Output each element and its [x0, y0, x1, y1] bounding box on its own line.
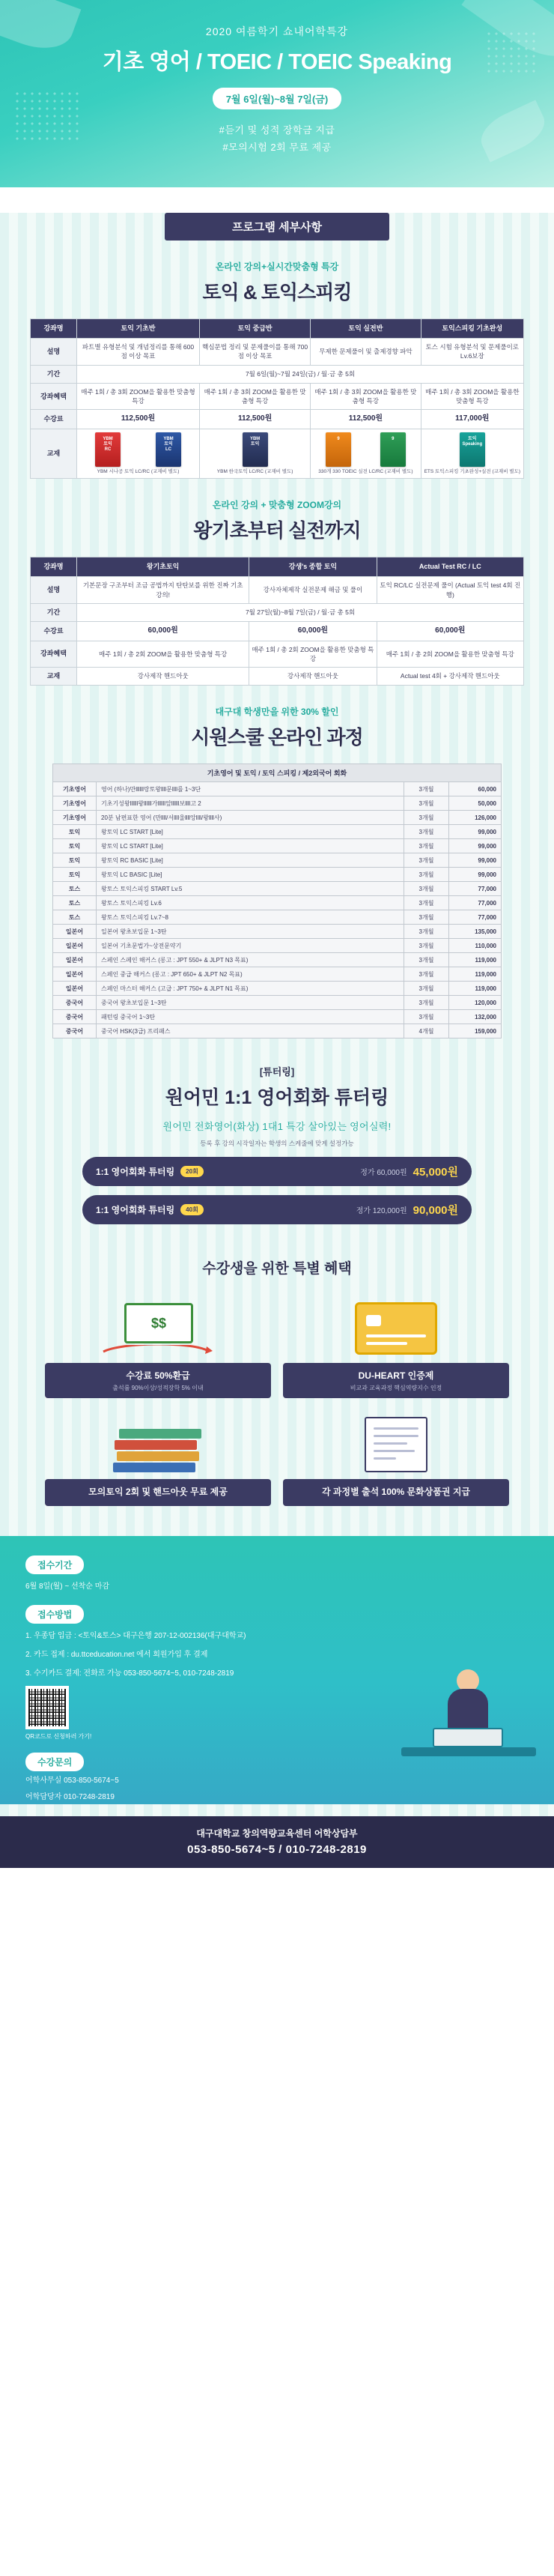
col-header: 강생's 종합 토익 [249, 557, 377, 577]
course-name: 중국어 왕초보입문 1~3탄 [97, 996, 404, 1010]
row-label: 교재 [31, 668, 77, 686]
table-cell-price: 112,500원 [311, 410, 421, 429]
col-header: 강좌명 [31, 557, 77, 577]
table-cell: 매주 1회 / 총 3회 ZOOM을 활용한 맞춤형 특강 [311, 383, 421, 410]
benefit-sub-text: 출석률 90%이상/성적장학 5% 이내 [112, 1385, 204, 1392]
apply-line-2: 2. 카드 접제 : du.ttceducation.net 에서 회원가입 후 결제 [25, 1651, 208, 1660]
benefit-art [283, 1294, 509, 1363]
course-category: 일본어 [53, 939, 97, 953]
course-category: 중국어 [53, 996, 97, 1010]
course-duration: 3개월 [404, 853, 449, 868]
refund-arrow-icon [100, 1345, 213, 1355]
footer-org: 대구대학교 창의역량교육센터 어학상담부 [196, 1828, 358, 1839]
table-row [53, 811, 502, 825]
course-name: 왕토익 LC START [Lite] [97, 825, 404, 839]
footer-info [0, 1536, 554, 1804]
course-price: 60,000 [449, 782, 502, 796]
table-cell: 7월 27일(월)~8월 7일(금) / 월·금 총 5회 [77, 603, 524, 621]
doc-line [374, 1442, 407, 1445]
table-row [31, 622, 524, 641]
course-duration: 3개월 [404, 796, 449, 811]
course-category: 중국어 [53, 1024, 97, 1038]
row-label: 수강료 [31, 622, 77, 641]
footer-phone: 053-850-5674~5 / 010-7248-2819 [187, 1843, 367, 1857]
document-icon [365, 1417, 427, 1472]
course-duration: 3개월 [404, 996, 449, 1010]
course-duration: 3개월 [404, 910, 449, 925]
course-category: 토스 [53, 896, 97, 910]
course-name: 왕토익 RC BASIC [Lite] [97, 853, 404, 868]
table-cell: 무제한 문제풀이 및 출제경향 파악 [311, 339, 421, 366]
course-price: 120,000 [449, 996, 502, 1010]
col-header: 토익 실전반 [311, 319, 421, 339]
table-cell: 매주 1회 / 총 2회 ZOOM을 활용한 맞춤형 특강 [77, 641, 249, 668]
course-price: 99,000 [449, 853, 502, 868]
card-chip [366, 1315, 381, 1326]
course-duration: 3개월 [404, 1010, 449, 1024]
book-caption: 330개 330 TOEIC 실전 LC/RC (교재비 별도) [318, 468, 413, 474]
course-price: 99,000 [449, 868, 502, 882]
course-price: 77,000 [449, 896, 502, 910]
table-row-textbooks [31, 429, 524, 478]
course-name: 중국어 HSK(3급) 프리패스 [97, 1024, 404, 1038]
course-name: 스페인 중급 해커스 (롱고 : JPT 650+ & JLPT N2 목표) [97, 967, 404, 982]
hero-hashtag-1: #듣기 및 성적 장학금 지급 [219, 124, 335, 136]
book-cover-icon: 9 [326, 432, 351, 467]
table-row [31, 603, 524, 621]
course-price: 99,000 [449, 825, 502, 839]
table-row [53, 1010, 502, 1024]
inquiry-line-1: 어학사무실 053-850-5674~5 [25, 1777, 119, 1786]
zoom-title: 왕기초부터 실전까지 [193, 519, 361, 542]
book-cover-icon: 토익 Speaking [460, 432, 485, 467]
course-name: 스페인 스페인 해커스 (롱고 : JPT 550+ & JLPT N3 목표) [97, 953, 404, 967]
plan-original-price: 정가 60,000원 [360, 1169, 407, 1178]
tutoring-script-text: 원어민 전화영어(화상) 1대1 특강 살아있는 영어실력! [162, 1121, 392, 1133]
course-duration: 3개월 [404, 782, 449, 796]
doc-line [374, 1450, 415, 1452]
table-cell: 매주 1회 / 총 3회 ZOOM을 활용한 맞춤형 특강 [200, 383, 311, 410]
table-row [31, 383, 524, 410]
course-duration: 3개월 [404, 811, 449, 825]
plan-name: 1:1 영어회화 튜터링 [96, 1167, 175, 1178]
table-cell-book [77, 429, 200, 478]
table-row [53, 910, 502, 925]
table-cell: 토스 시험 유형분석 및 문제풀이로 Lv.6보장 [421, 339, 523, 366]
tutoring-plan-row [82, 1157, 472, 1186]
doc-line [374, 1435, 418, 1437]
book-cover-icon: 9 [380, 432, 406, 467]
book-covers [423, 432, 522, 469]
card-icon [355, 1302, 437, 1355]
course-name: 스페인 마스터 해커스 (고급 : JPT 750+ & JLPT N1 목표) [97, 982, 404, 996]
table-cell-book [311, 429, 421, 478]
footer-contact-bar [0, 1816, 554, 1868]
table-row [53, 1024, 502, 1038]
book-stack-item [117, 1451, 199, 1461]
benefit-item [45, 1294, 271, 1398]
table-row [31, 339, 524, 366]
tutoring-plan-row [82, 1195, 472, 1224]
course-price: 99,000 [449, 839, 502, 853]
course-duration: 3개월 [404, 939, 449, 953]
apply-line-3: 3. 수기카드 결제: 전화로 가능 053-850-5674~5, 010-7248-2819 [25, 1669, 234, 1678]
row-label: 설명 [31, 577, 77, 604]
course-category: 일본어 [53, 953, 97, 967]
table-cell-book [421, 429, 523, 478]
book-cover-icon: YBM 토익 LC [156, 432, 181, 467]
course-name: 영어 (하나)만llllll랑토왕llll문llll를 1~3단 [97, 782, 404, 796]
course-category: 일본어 [53, 925, 97, 939]
inquiry-line-2: 어학담당자 010-7248-2819 [25, 1793, 115, 1802]
table-cell: 매주 1회 / 총 3회 ZOOM을 활용한 맞춤형 특강 [421, 383, 523, 410]
table-row [53, 825, 502, 839]
siwon-table-wrap [52, 764, 502, 1038]
table-row [53, 953, 502, 967]
apply-period-text: 6월 8일(월) ~ 선착순 마감 [25, 1582, 110, 1591]
books-icon [113, 1417, 203, 1472]
course-price: 135,000 [449, 925, 502, 939]
book-caption: YBM 시나공 토익 LC/RC (교재비 별도) [97, 468, 180, 474]
course-name: 왕토스 토익스피킹 Lv.6 [97, 896, 404, 910]
plan-discount-price: 45,000원 [413, 1166, 458, 1179]
benefits-title: 수강생을 위한 특별 혜택 [202, 1261, 352, 1278]
table-cell-price: 117,000원 [421, 410, 523, 429]
table-cell-price: 112,500원 [200, 410, 311, 429]
hero-banner [0, 0, 554, 187]
table-cell: 7월 6일(월)~7월 24일(금) / 월·금 총 5회 [77, 365, 524, 383]
benefit-label-bar [283, 1363, 509, 1398]
table-cell: 핵심문법 정리 및 문제풀이를 통해 700점 이상 목표 [200, 339, 311, 366]
doc-line [374, 1457, 396, 1460]
course-duration: 3개월 [404, 982, 449, 996]
zoom-table-wrap [30, 557, 524, 686]
benefit-label-bar [45, 1479, 271, 1506]
table-row [31, 577, 524, 604]
apply-period-block [25, 1555, 529, 1593]
table-row [53, 967, 502, 982]
row-label: 강좌혜택 [31, 383, 77, 410]
course-duration: 3개월 [404, 825, 449, 839]
course-duration: 3개월 [404, 967, 449, 982]
table-row [53, 982, 502, 996]
benefit-title-text: DU-HEART 인증제 [358, 1370, 434, 1382]
body-content [0, 213, 554, 1868]
course-price: 50,000 [449, 796, 502, 811]
hero-subtitle: 2020 여름학기 쇼내어학특강 [205, 25, 349, 37]
course-name: 왕토익 LC BASIC [Lite] [97, 868, 404, 882]
table-cell-book [200, 429, 311, 478]
card-line [366, 1342, 407, 1345]
book-cover-icon: YBM 토익 [243, 432, 268, 467]
hero-hashtags [0, 121, 554, 157]
table-cell: 매주 1회 / 총 2회 ZOOM을 활용한 맞춤형 특강 [249, 641, 377, 668]
course-name: 일본어 기초문법가~상전문약기 [97, 939, 404, 953]
col-header: Actual Test RC / LC [377, 557, 523, 577]
toeic-table-wrap [30, 318, 524, 479]
benefit-label-bar [45, 1363, 271, 1398]
book-stack-item [119, 1429, 201, 1439]
course-duration: 3개월 [404, 925, 449, 939]
benefit-art [283, 1410, 509, 1479]
plan-badge: 40회 [180, 1204, 204, 1215]
table-cell: 파트별 유형분석 및 개념정리를 통해 600점 이상 목표 [77, 339, 200, 366]
plan-original-price: 정가 120,000원 [356, 1207, 407, 1216]
apply-method-heading: 접수방법 [25, 1605, 84, 1624]
course-category: 토스 [53, 882, 97, 896]
table-header-row [53, 764, 502, 782]
table-row [53, 939, 502, 953]
apply-period-heading: 접수기간 [25, 1555, 84, 1574]
book-stack-item [113, 1463, 195, 1472]
course-price: 119,000 [449, 967, 502, 982]
qr-label: QR코드로 신청하러 가기! [25, 1733, 92, 1741]
hero-date-badge: 7월 6일(월)~8월 7일(금) [213, 88, 341, 109]
siwon-table-body [53, 782, 502, 1038]
benefit-art [45, 1294, 271, 1363]
table-row [53, 796, 502, 811]
course-category: 토스 [53, 910, 97, 925]
book-caption: YBM 한국토익 LC/RC (교재비 별도) [216, 468, 293, 474]
course-category: 기초영어 [53, 796, 97, 811]
table-row [53, 868, 502, 882]
course-name: 20분 남편표한 영어 (만llll/서llll울llll앙llll/왕llll사) [97, 811, 404, 825]
course-duration: 4개월 [404, 1024, 449, 1038]
course-category: 토익 [53, 839, 97, 853]
course-name: 왕토익 LC START [Lite] [97, 839, 404, 853]
plan-name: 1:1 영어회화 튜터링 [96, 1205, 175, 1216]
tutoring-eyebrow: [튜터링] [259, 1066, 295, 1078]
table-row [53, 882, 502, 896]
hero-hashtag-2: #모의시험 2회 무료 제공 [222, 142, 332, 154]
benefit-item [45, 1410, 271, 1506]
course-category: 일본어 [53, 967, 97, 982]
course-price: 77,000 [449, 882, 502, 896]
benefit-item [283, 1410, 509, 1506]
qr-code[interactable] [25, 1686, 69, 1729]
course-category: 기초영어 [53, 811, 97, 825]
table-cell: 매주 1회 / 총 2회 ZOOM을 활용한 맞춤형 특강 [377, 641, 523, 668]
benefit-label-bar [283, 1479, 509, 1506]
table-cell: 강사제작 핸드아웃 [77, 668, 249, 686]
plan-discount-price: 90,000원 [413, 1204, 458, 1218]
book-cover-icon: YBM 토익 RC [95, 432, 121, 467]
table-row [53, 839, 502, 853]
table-cell: 매주 1회 / 총 3회 ZOOM을 활용한 맞춤형 특강 [77, 383, 200, 410]
course-price: 119,000 [449, 982, 502, 996]
table-cell: 토익 RC/LC 실전문제 풀이 (Actual 토익 test 4회 진행) [377, 577, 523, 604]
table-row [53, 925, 502, 939]
zoom-table [30, 557, 524, 686]
course-category: 토익 [53, 853, 97, 868]
benefit-item [283, 1294, 509, 1398]
course-category: 기초영어 [53, 782, 97, 796]
table-cell-price: 112,500원 [77, 410, 200, 429]
table-cell: 강사자체제작 실전문제 해금 및 풀이 [249, 577, 377, 604]
table-row [53, 853, 502, 868]
card-line [366, 1334, 426, 1337]
siwon-title: 시원스쿨 온라인 과정 [191, 726, 363, 749]
course-price: 77,000 [449, 910, 502, 925]
table-cell: Actual test 4회 + 강사제작 핸드아웃 [377, 668, 523, 686]
col-header: 왕기초토익 [77, 557, 249, 577]
toeic-eyebrow: 온라인 강의+실시간맞춤형 특강 [215, 261, 339, 272]
plan-badge: 20회 [180, 1166, 204, 1177]
table-cell: 강사제작 핸드아웃 [249, 668, 377, 686]
toeic-table [30, 318, 524, 479]
course-name: 일본어 왕초보입문 1~3탄 [97, 925, 404, 939]
benefit-art [45, 1410, 271, 1479]
course-price: 132,000 [449, 1010, 502, 1024]
table-header-row [31, 557, 524, 577]
row-label: 기간 [31, 365, 77, 383]
row-label: 기간 [31, 603, 77, 621]
footer-illustration [401, 1644, 536, 1756]
inquiry-heading: 수강문의 [25, 1753, 84, 1771]
course-category: 토익 [53, 825, 97, 839]
apply-line-1: 1. 우종담 입금 : <토익&토스> 대구은행 207-12-002136(대구대학교) [25, 1632, 246, 1641]
course-category: 중국어 [53, 1010, 97, 1024]
book-covers [312, 432, 418, 469]
col-header: 토익 중급반 [200, 319, 311, 339]
money-screen: $$ [124, 1303, 193, 1343]
table-cell-price: 60,000원 [377, 622, 523, 641]
tutoring-title: 원어민 1:1 영어회화 튜터링 [165, 1087, 389, 1109]
row-label: 수강료 [31, 410, 77, 429]
course-duration: 3개월 [404, 868, 449, 882]
course-category: 토익 [53, 868, 97, 882]
table-cell: 기본문장 구조부터 조금 공법까지 탄탄보를 위한 진짜 기초 강의! [77, 577, 249, 604]
book-covers [201, 432, 308, 469]
course-price: 126,000 [449, 811, 502, 825]
course-price: 119,000 [449, 953, 502, 967]
doc-line [374, 1427, 418, 1430]
price-table-header: 기초영어 및 토익 / 토익 스피킹 / 제2외국어 회화 [53, 764, 502, 782]
row-label: 교재 [31, 429, 77, 478]
table-cell-price: 60,000원 [77, 622, 249, 641]
table-row [31, 410, 524, 429]
col-header: 강좌명 [31, 319, 77, 339]
course-duration: 3개월 [404, 896, 449, 910]
benefit-sub-text: 비교과 교육과정 핵심역량지수 인정 [350, 1385, 442, 1392]
benefit-title-text: 수강료 50%환급 [126, 1370, 190, 1382]
course-duration: 3개월 [404, 839, 449, 853]
benefit-title-text: 모의토익 2회 및 핸드아웃 무료 제공 [88, 1487, 228, 1498]
col-header: 토익 기초반 [77, 319, 200, 339]
table-row [53, 996, 502, 1010]
table-row [31, 668, 524, 686]
book-caption: ETS 토익스피킹 기초완성+실전 (교재비 별도) [424, 468, 521, 474]
course-name: 왕토스 토익스피킹 START Lv.5 [97, 882, 404, 896]
siwon-eyebrow: 대구대 학생만을 위한 30% 할인 [215, 707, 339, 718]
book-stack-item [115, 1440, 197, 1450]
zoom-eyebrow: 온라인 강의 + 맞춤형 ZOOM강의 [212, 500, 342, 511]
inquiry-block [25, 1753, 529, 1804]
desk-shape [401, 1747, 536, 1756]
hero-title: 기초 영어 / TOEIC / TOEIC Speaking [102, 50, 452, 74]
course-price: 110,000 [449, 939, 502, 953]
row-label: 강좌혜택 [31, 641, 77, 668]
program-detail-banner: 프로그램 세부사항 [165, 213, 389, 241]
tutoring-note: 등록 후 강의 시작일자는 학생의 스케줄에 맞게 설정가능 [200, 1140, 354, 1148]
course-name: 패턴링 중국어 1~3탄 [97, 1010, 404, 1024]
course-duration: 3개월 [404, 882, 449, 896]
course-category: 일본어 [53, 982, 97, 996]
table-row [53, 896, 502, 910]
col-header: 토익스피킹 기초완성 [421, 319, 523, 339]
benefits-grid [45, 1294, 509, 1506]
course-name: 기초기성왕llllll왕llllll가llllll앞llllll보llll고 2 [97, 796, 404, 811]
laptop-icon [433, 1728, 503, 1747]
toeic-title: 토익 & 토익스피킹 [202, 281, 352, 303]
money-icon [94, 1298, 222, 1358]
benefit-title-text: 각 과정별 출석 100% 문화상품권 지급 [321, 1487, 471, 1498]
book-covers [79, 432, 198, 469]
course-price: 159,000 [449, 1024, 502, 1038]
course-duration: 3개월 [404, 953, 449, 967]
table-row [31, 365, 524, 383]
table-header-row [31, 319, 524, 339]
siwon-price-table [52, 764, 502, 1038]
table-cell-price: 60,000원 [249, 622, 377, 641]
table-row [53, 782, 502, 796]
row-label: 설명 [31, 339, 77, 366]
course-name: 왕토스 토익스피킹 Lv.7~8 [97, 910, 404, 925]
table-row [31, 641, 524, 668]
